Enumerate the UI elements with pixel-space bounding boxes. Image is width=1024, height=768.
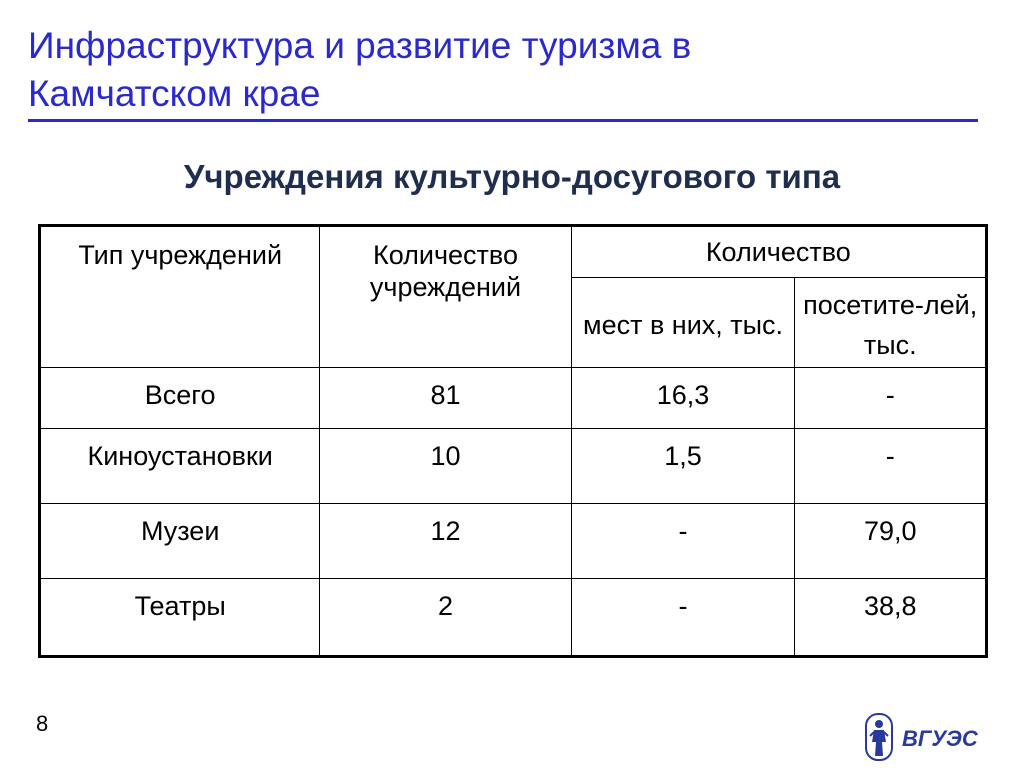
- cell-count: 10: [320, 429, 571, 504]
- svg-text:ВГУЭС: ВГУЭС: [902, 726, 978, 751]
- cell-places: 1,5: [571, 429, 795, 504]
- cell-type: Всего: [40, 368, 320, 429]
- table-row: [40, 579, 987, 657]
- cell-visitors: 38,8: [795, 579, 987, 657]
- page-number: 8: [36, 711, 49, 736]
- university-logo: [862, 712, 992, 762]
- header-count: Количество учреждений: [320, 226, 571, 368]
- table-row: [40, 429, 987, 504]
- cell-visitors: -: [795, 368, 987, 429]
- cell-places: -: [571, 579, 795, 657]
- cell-places: 16,3: [571, 368, 795, 429]
- header-places: мест в них, тыс.: [571, 278, 795, 368]
- cell-visitors: 79,0: [795, 504, 987, 579]
- slide-subtitle: Учреждения культурно-досугового типа: [183, 158, 841, 195]
- header-quantity-group: Количество: [571, 226, 986, 278]
- slide-title-line-1: Инфраструктура и развитие туризма в: [28, 25, 692, 66]
- header-type: Тип учреждений: [40, 226, 320, 368]
- cell-visitors: -: [795, 429, 987, 504]
- cell-places: -: [571, 504, 795, 579]
- slide-title: [28, 22, 978, 122]
- slide-title-line-2: Камчатском крае: [28, 73, 321, 114]
- table-row: [40, 368, 987, 429]
- header-visitors: посетите-лей, тыс.: [795, 278, 987, 368]
- table-row: [40, 504, 987, 579]
- cell-count: 2: [320, 579, 571, 657]
- cell-type: Театры: [40, 579, 320, 657]
- cell-type: Музеи: [40, 504, 320, 579]
- table-header-row: [40, 226, 987, 278]
- university-emblem-icon: [862, 712, 992, 762]
- cell-type: Киноустановки: [40, 429, 320, 504]
- cell-count: 12: [320, 504, 571, 579]
- institutions-table: [38, 224, 988, 658]
- cell-count: 81: [320, 368, 571, 429]
